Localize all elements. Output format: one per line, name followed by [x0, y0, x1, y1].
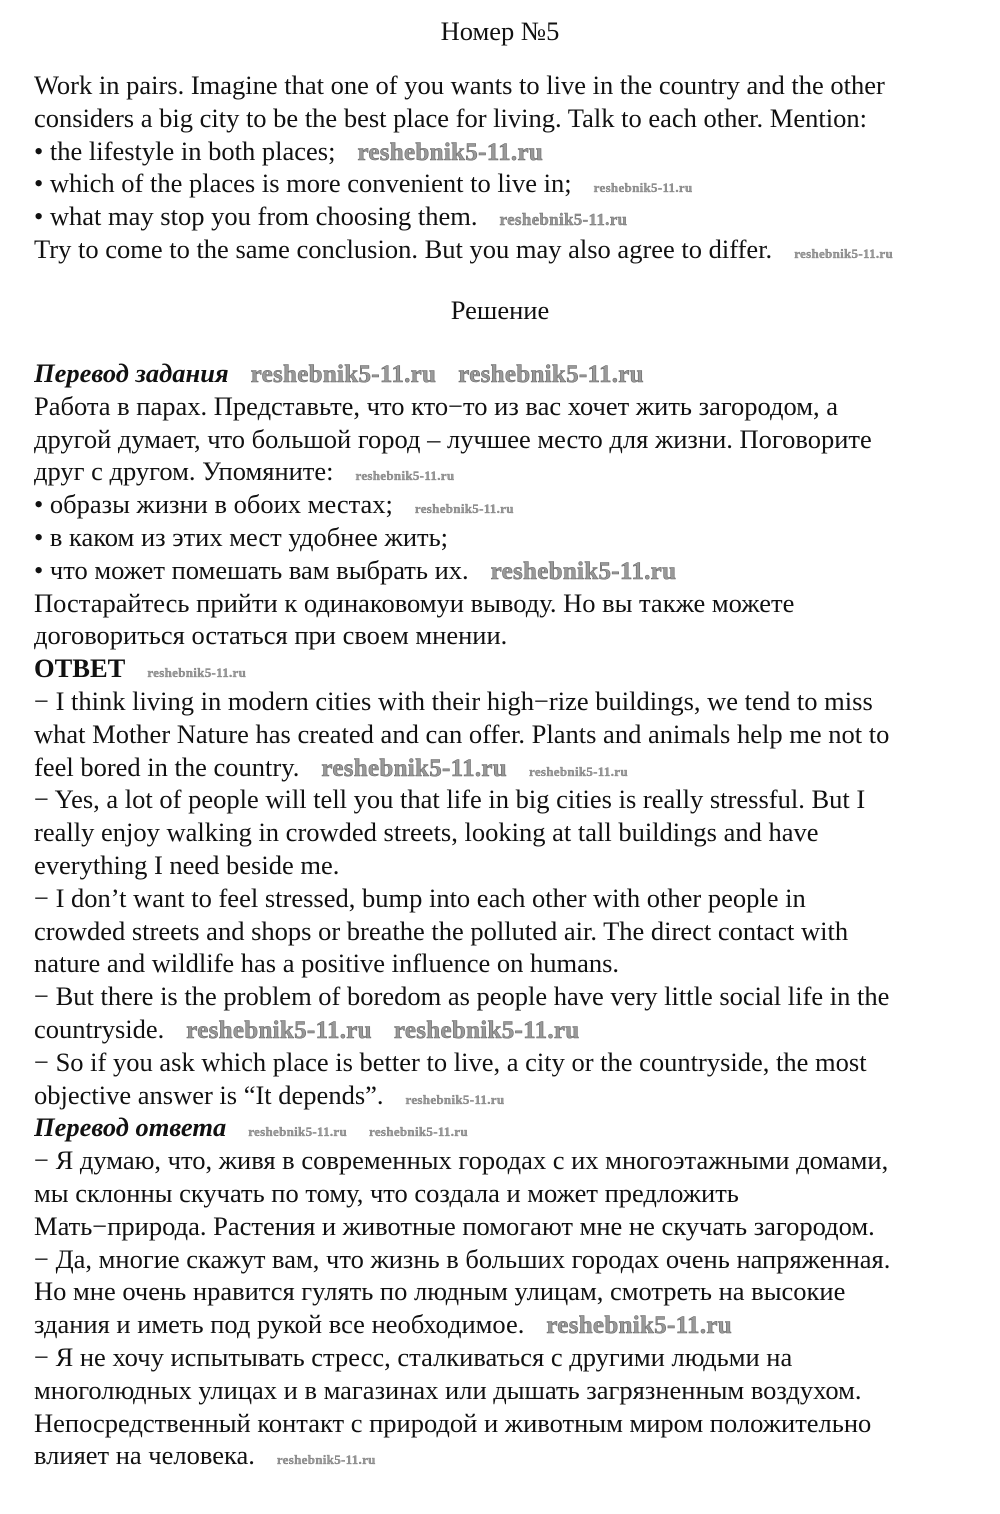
text-line [34, 783, 994, 816]
watermark: reshebnik5-11.ru [369, 1124, 468, 1140]
line-text: what Mother Nature has created and can offer. Plants and animals help me not to [34, 718, 890, 749]
line-text: Work in pairs. Imagine that one of you wants to live in the country and the other [34, 70, 885, 100]
watermark: reshebnik5-11.ru [357, 138, 544, 166]
watermark: reshebnik5-11.ru [490, 557, 677, 585]
watermark: reshebnik5-11.ru [458, 361, 644, 388]
line-text: • в каком из этих мест удобнее жить; [34, 521, 449, 552]
solution-body [34, 357, 994, 1472]
line-text: − I don’t want to feel stressed, bump into each other with other people in [34, 882, 806, 913]
text-line [34, 1046, 994, 1079]
text-line [34, 69, 994, 102]
answer-heading [34, 652, 994, 685]
line-text: • what may stop you from choosing them. [34, 201, 478, 232]
text-line [34, 200, 994, 233]
text-line [34, 1341, 994, 1374]
line-text: здания и иметь под рукой все необходимое. [34, 1309, 525, 1340]
text-line [34, 488, 994, 521]
watermark: reshebnik5-11.ru [250, 361, 437, 388]
text-line [34, 980, 994, 1013]
text-line [34, 102, 994, 135]
text-line [34, 1144, 994, 1177]
line-text: • which of the places is more convenient to live in; [34, 168, 572, 199]
watermark: reshebnik5-11.ru [529, 763, 628, 779]
text-line [34, 1210, 994, 1243]
text-line [34, 390, 994, 423]
line-text: − Да, многие скажут вам, что жизнь в больших городах очень напряженная. [34, 1243, 891, 1274]
text-line [34, 554, 994, 587]
watermark: reshebnik5-11.ru [276, 1452, 376, 1468]
line-text: feel bored in the country. [34, 751, 300, 782]
text-line [34, 1308, 994, 1341]
line-text: − So if you ask which place is better to live, a city or the countryside, the most [34, 1046, 867, 1077]
line-text: − Я думаю, что, живя в современных городах с их многоэтажными домами, [34, 1145, 889, 1176]
text-line [34, 915, 994, 948]
line-text: − I think living in modern cities with their high−rize buildings, we tend to miss [34, 685, 873, 716]
text-line [34, 167, 994, 200]
solution-heading: Решение [450, 295, 550, 325]
watermark: reshebnik5-11.ru [321, 754, 508, 782]
text-line [34, 619, 994, 652]
task-translation [34, 390, 994, 652]
answer-text [34, 685, 994, 1111]
line-text: really enjoy walking in crowded streets, looking at tall buildings and have [34, 817, 819, 848]
line-text: друг с другом. Упомяните: [34, 456, 334, 487]
text-line [34, 521, 994, 554]
line-text: − Yes, a lot of people will tell you that life in big cities is really stressful. But I [34, 784, 866, 815]
line-text: everything I need beside me. [34, 849, 340, 880]
text-line [34, 1275, 994, 1308]
line-text: Но мне очень нравится гулять по людным улицам, смотреть на высокие [34, 1276, 846, 1307]
text-line [34, 947, 994, 980]
line-text: nature and wildlife has a positive influence on humans. [34, 948, 620, 979]
watermark: reshebnik5-11.ru [248, 1124, 348, 1140]
line-text: • the lifestyle in both places; [34, 135, 336, 166]
text-line [34, 1243, 994, 1276]
line-text: многолюдных улицах и в магазинах или дышать загрязненным воздухом. [34, 1374, 862, 1405]
text-line [34, 849, 994, 882]
text-line [34, 587, 994, 620]
line-text: − But there is the problem of boredom as people have very little social life in the [34, 981, 890, 1012]
watermark: reshebnik5-11.ru [405, 1091, 505, 1107]
text-line [34, 1374, 994, 1407]
watermark: reshebnik5-11.ru [355, 468, 455, 484]
watermark: reshebnik5-11.ru [593, 180, 693, 196]
text-line [34, 1013, 994, 1046]
line-text: Непосредственный контакт с природой и животным миром положительно [34, 1407, 872, 1438]
line-text: • образы жизни в обоих местах; [34, 489, 393, 520]
line-text: Работа в парах. Представьте, что кто−то из вас хочет жить загородом, а [34, 390, 839, 421]
page-title: Номер №5 [440, 16, 560, 46]
watermark: reshebnik5-11.ru [147, 665, 247, 681]
watermark: reshebnik5-11.ru [186, 1016, 372, 1044]
watermark: reshebnik5-11.ru [499, 210, 628, 230]
watermark: reshebnik5-11.ru [414, 501, 514, 517]
watermark: reshebnik5-11.ru [794, 245, 894, 261]
line-text: • что может помешать вам выбрать их. [34, 554, 469, 585]
heading-text: Перевод задания [34, 358, 229, 388]
text-line [34, 1079, 994, 1112]
text-line [34, 1407, 994, 1440]
text-line [34, 455, 994, 488]
text-line [34, 1439, 994, 1472]
heading-text: ОТВЕТ [34, 653, 126, 684]
line-text: влияет на человека. [34, 1440, 255, 1471]
answer-translation [34, 1144, 994, 1472]
text-line [34, 135, 994, 168]
text-line [34, 685, 994, 718]
line-text: countryside. [34, 1013, 165, 1044]
line-text: objective answer is “It depends”. [34, 1079, 384, 1110]
answer-translation-heading [34, 1111, 994, 1144]
task-text [34, 69, 994, 266]
text-line [34, 882, 994, 915]
text-line [34, 816, 994, 849]
text-line [34, 1177, 994, 1210]
text-line [34, 718, 994, 751]
line-text: − Я не хочу испытывать стресс, сталкиваться с другими людьми на [34, 1341, 793, 1372]
line-text: considers a big city to be the best place for living. Talk to each other. Mention: [34, 102, 867, 133]
line-text: Try to come to the same conclusion. But you may also agree to differ. [34, 233, 773, 264]
task-translation-heading [34, 357, 994, 390]
line-text: Постарайтесь прийти к одинаковомуи выводу. Но вы также можете [34, 587, 795, 618]
line-text: crowded streets and shops or breathe the polluted air. The direct contact with [34, 915, 849, 946]
line-text: Мать−природа. Растения и животные помогают мне не скучать загородом. [34, 1210, 875, 1241]
watermark: reshebnik5-11.ru [546, 1312, 732, 1340]
line-text: мы склонны скучать по тому, что создала и может предложить [34, 1177, 739, 1208]
watermark: reshebnik5-11.ru [393, 1016, 580, 1044]
text-line [34, 423, 994, 456]
line-text: договориться остаться при своем мнении. [34, 620, 508, 651]
line-text: другой думает, что большой город – лучшее место для жизни. Поговорите [34, 423, 872, 454]
text-line [34, 751, 994, 784]
text-line [34, 233, 994, 266]
heading-text: Перевод ответа [34, 1112, 227, 1143]
